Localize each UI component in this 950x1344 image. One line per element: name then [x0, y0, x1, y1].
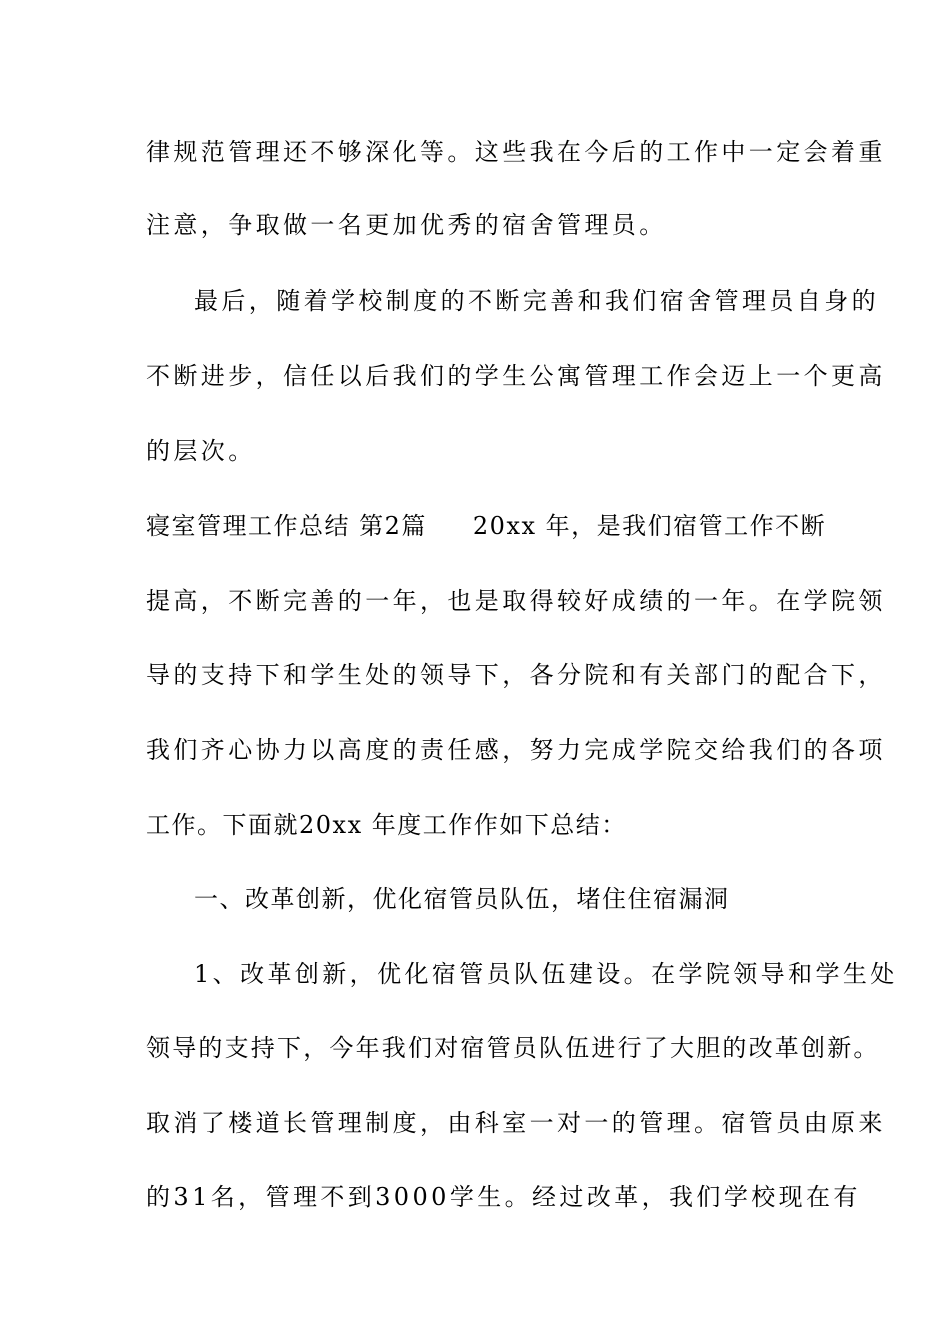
paragraph-line: 工作。下面就20xx 年度工作作如下总结：	[146, 811, 627, 839]
paragraph-line: 不断进步，信任以后我们的学生公寓管理工作会迈上一个更高	[146, 362, 886, 390]
paragraph-line: 领导的支持下，今年我们对宿管员队伍进行了大胆的改革创新。	[146, 1034, 880, 1062]
paragraph-line: 取消了楼道长管理制度，由科室一对一的管理。宿管员由原来	[146, 1109, 886, 1137]
subheading-line: 一、改革创新，优化宿管员队伍，堵住住宿漏洞	[194, 885, 730, 913]
section-heading-line	[146, 511, 827, 541]
paragraph-line: 导的支持下和学生处的领导下，各分院和有关部门的配合下，	[146, 661, 886, 689]
paragraph-line: 我们齐心协力以高度的责任感，努力完成学院交给我们的各项	[146, 736, 886, 764]
paragraph-line: 1、改革创新，优化宿管员队伍建设。在学院领导和学生处	[194, 960, 898, 988]
paragraph-line: 律规范管理还不够深化等。这些我在今后的工作中一定会着重	[146, 138, 886, 166]
paragraph-line: 的31名，管理不到3000学生。经过改革，我们学校现在有	[146, 1183, 861, 1211]
paragraph-line: 注意，争取做一名更加优秀的宿舍管理员。	[146, 211, 667, 239]
paragraph-line: 提高，不断完善的一年，也是取得较好成绩的一年。在学院领	[146, 587, 886, 615]
paragraph-start: 20xx 年，是我们宿管工作不断	[472, 512, 827, 540]
section-title: 寝室管理工作总结 第2篇	[146, 512, 427, 540]
paragraph-line: 的层次。	[146, 437, 256, 465]
paragraph-line: 最后，随着学校制度的不断完善和我们宿舍管理员自身的	[194, 287, 879, 315]
